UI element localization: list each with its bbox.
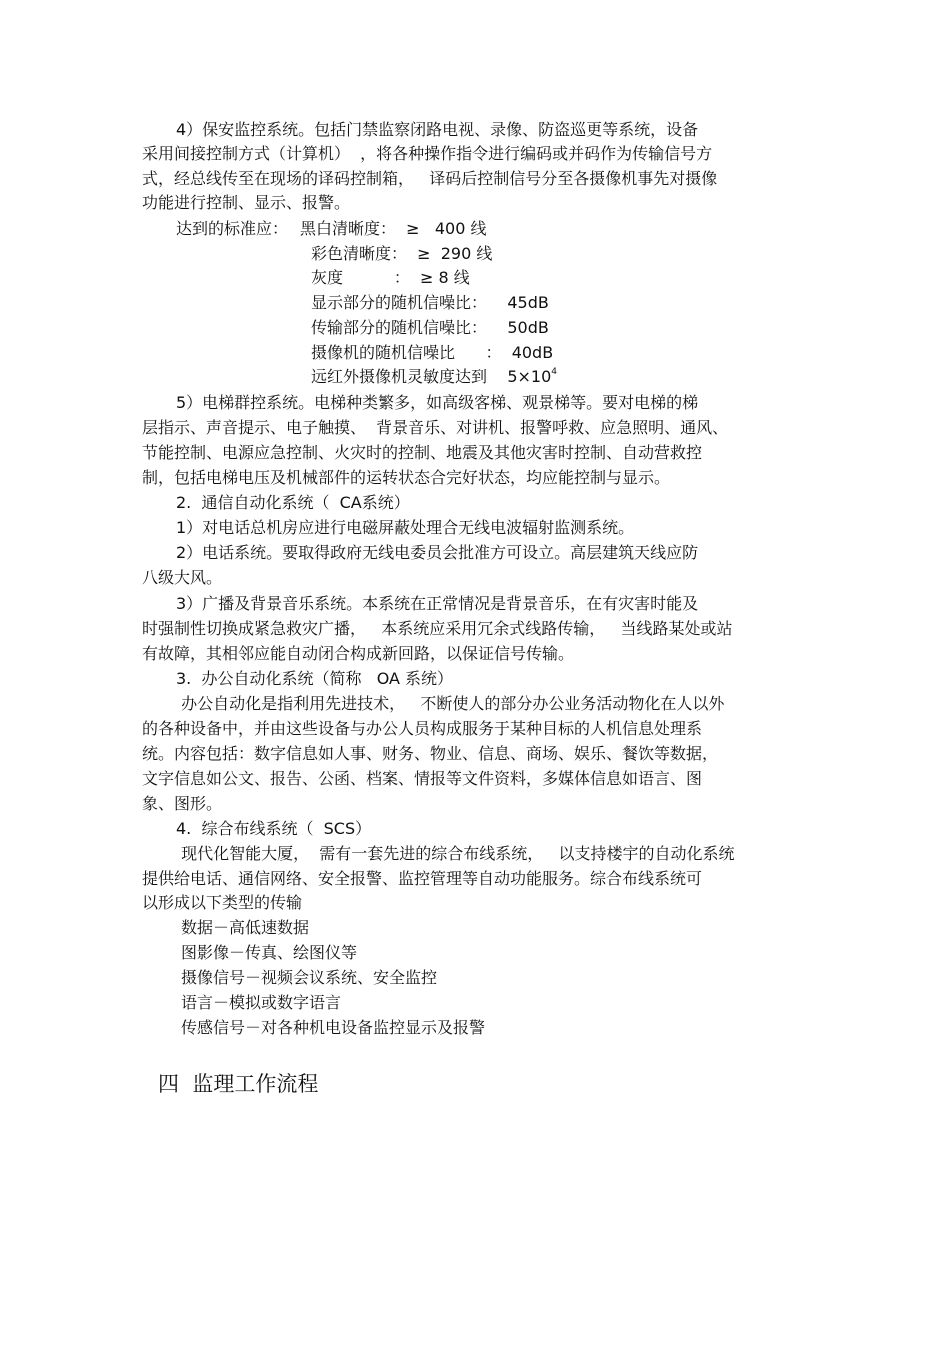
standard-item-sensitivity	[311, 366, 557, 391]
para-line: 功能进行控制、显示、报警。	[142, 193, 351, 212]
para-line: 有故障，其相邻应能自动闭合构成新回路，以保证信号传输。	[142, 644, 575, 663]
para-line: 1）对电话总机房应进行电磁屏蔽处理合无线电波辐射监测系统。	[176, 518, 635, 537]
para-line: 5）电梯群控系统。电梯种类繁多，如高级客梯、观景梯等。要对电梯的梯	[176, 393, 699, 412]
para-line: 象、图形。	[142, 794, 223, 813]
transmission-type: 传感信号－对各种机电设备监控显示及报警	[181, 1018, 486, 1037]
para-line: 的各种设备中，并由这些设备与办公人员构成服务于某种目标的人机信息处理系	[142, 719, 703, 738]
section-title-scs: 4. 综合布线系统（ SCS）	[176, 819, 372, 838]
standard-item: 黑白清晰度： ≥ 400 线	[300, 219, 487, 238]
transmission-type: 图影像－传真、绘图仪等	[181, 943, 358, 962]
para-line: 制，包括电梯电压及机械部件的运转状态合完好状态，均应能控制与显示。	[142, 468, 671, 487]
para-line: 八级大风。	[142, 568, 223, 587]
section-title-oa: 3. 办公自动化系统（简称 OA 系统）	[176, 669, 454, 688]
para-line: 时强制性切换成紧急救灾广播， 本系统应采用冗余式线路传输， 当线路某处或站	[142, 619, 733, 638]
para-line: 采用间接控制方式（计算机） ，将各种操作指令进行编码或并码作为传输信号方	[142, 144, 713, 163]
para-line: 3）广播及背景音乐系统。本系统在正常情况是背景音乐，在有灾害时能及	[176, 594, 699, 613]
para-line: 2）电话系统。要取得政府无线电委员会批准方可设立。高层建筑天线应防	[176, 543, 699, 562]
standard-item: 摄像机的随机信噪比 ： 40dB	[311, 343, 554, 362]
transmission-type: 摄像信号－视频会议系统、安全监控	[181, 968, 438, 987]
para-line: 办公自动化是指利用先进技术， 不断使人的部分办公业务活动物化在人以外	[176, 694, 725, 713]
standard-item: 传输部分的随机信噪比： 50dB	[311, 318, 549, 337]
transmission-type: 语言－模拟或数字语言	[181, 993, 342, 1012]
para-line: 式，经总线传至在现场的译码控制箱， 译码后控制信号分至各摄像机事先对摄像	[142, 169, 718, 188]
para-line: 文字信息如公文、报告、公函、档案、情报等文件资料，多媒体信息如语言、图	[142, 769, 703, 788]
standard-item-text: 远红外摄像机灵敏度达到 5×10	[311, 367, 552, 386]
exponent: 4	[551, 367, 558, 377]
transmission-type: 数据－高低速数据	[181, 918, 310, 937]
standard-item: 显示部分的随机信噪比： 45dB	[311, 293, 549, 312]
standards-lead: 达到的标准应：	[176, 219, 289, 238]
para-line: 以形成以下类型的传输	[142, 893, 303, 912]
para-line: 4）保安监控系统。包括门禁监察闭路电视、录像、防盗巡更等系统，设备	[176, 120, 699, 139]
standard-item: 彩色清晰度： ≥ 290 线	[311, 244, 493, 263]
section-title-ca: 2. 通信自动化系统（ CA系统）	[176, 493, 410, 512]
para-line: 统。内容包括：数字信息如人事、财务、物业、信息、商场、娱乐、餐饮等数据，	[142, 744, 719, 763]
standard-item: 灰度 ： ≥ 8 线	[311, 268, 470, 287]
chapter-heading: 四 监理工作流程	[158, 1072, 319, 1096]
para-line: 层指示、声音提示、电子触摸、 背景音乐、对讲机、报警呼救、应急照明、通风、	[142, 418, 729, 437]
para-line: 提供给电话、通信网络、安全报警、监控管理等自动功能服务。综合布线系统可	[142, 869, 703, 888]
para-line: 节能控制、电源应急控制、火灾时的控制、地震及其他灾害时控制、自动营救控	[142, 443, 703, 462]
para-line: 现代化智能大厦， 需有一套先进的综合布线系统， 以支持楼宇的自动化系统	[176, 844, 735, 863]
